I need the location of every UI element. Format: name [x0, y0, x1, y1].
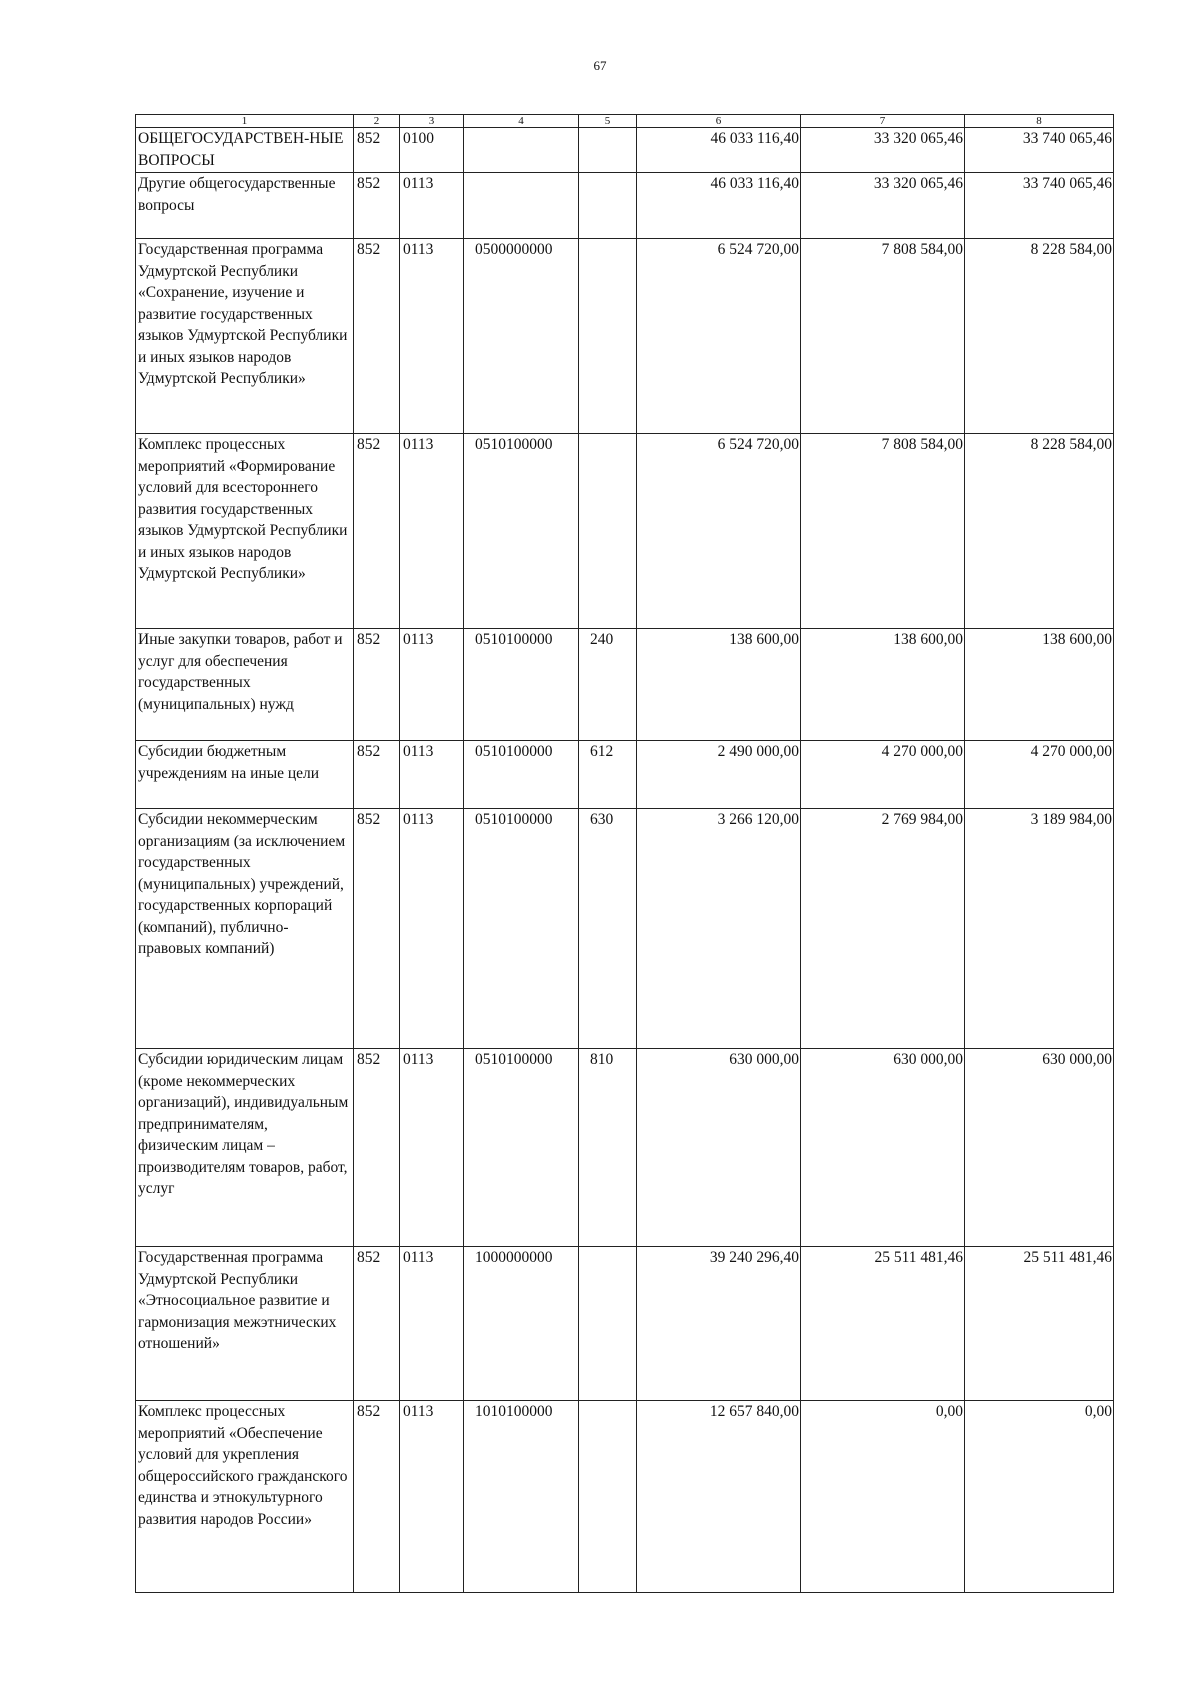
column-number-6: 6 — [637, 115, 801, 128]
row-sum-2: 4 270 000,00 — [801, 741, 965, 809]
row-csr: 0510100000 — [464, 1049, 579, 1247]
row-vr — [579, 1247, 637, 1401]
row-grbs: 852 — [354, 741, 400, 809]
row-razdel: 0113 — [400, 741, 464, 809]
row-name: Другие общегосударственные вопросы — [136, 173, 354, 239]
row-name: Иные закупки товаров, работ и услуг для обеспечения государственных (муниципальных) нужд — [136, 629, 354, 741]
row-sum-1: 39 240 296,40 — [637, 1247, 801, 1401]
table-row — [136, 1401, 1114, 1593]
row-name: Комплекс процессных мероприятий «Формирование условий для всестороннего развития государственных языков Удмуртской Республики и иных языков народов Удмуртской Республики» — [136, 434, 354, 629]
row-razdel: 0113 — [400, 629, 464, 741]
row-sum-1: 12 657 840,00 — [637, 1401, 801, 1593]
row-grbs: 852 — [354, 128, 400, 173]
row-name: Государственная программа Удмуртской Республики «Этносоциальное развитие и гармонизация межэтнических отношений» — [136, 1247, 354, 1401]
row-sum-3: 8 228 584,00 — [965, 239, 1114, 434]
row-grbs: 852 — [354, 629, 400, 741]
row-csr: 0500000000 — [464, 239, 579, 434]
column-number-3: 3 — [400, 115, 464, 128]
row-grbs: 852 — [354, 1247, 400, 1401]
row-sum-3: 8 228 584,00 — [965, 434, 1114, 629]
row-csr — [464, 173, 579, 239]
row-csr: 0510100000 — [464, 629, 579, 741]
table-row — [136, 1049, 1114, 1247]
row-name: Государственная программа Удмуртской Республики «Сохранение, изучение и развитие государственных языков Удмуртской Республики и иных языков народов Удмуртской Республики» — [136, 239, 354, 434]
row-name: Субсидии юридическим лицам (кроме некоммерческих организаций), индивидуальным предпринимателям, физическим лицам – производителям товаров, работ, услуг — [136, 1049, 354, 1247]
row-razdel: 0113 — [400, 239, 464, 434]
row-name: Субсидии некоммерческим организациям (за исключением государственных (муниципальных) учреждений, государственных корпораций (компаний), публично-правовых компаний) — [136, 809, 354, 1049]
row-sum-2: 33 320 065,46 — [801, 173, 965, 239]
column-number-7: 7 — [801, 115, 965, 128]
row-grbs: 852 — [354, 173, 400, 239]
row-csr: 1010100000 — [464, 1401, 579, 1593]
row-grbs: 852 — [354, 434, 400, 629]
column-number-1: 1 — [136, 115, 354, 128]
row-vr — [579, 1401, 637, 1593]
row-grbs: 852 — [354, 1401, 400, 1593]
row-vr — [579, 434, 637, 629]
row-grbs: 852 — [354, 239, 400, 434]
table-row — [136, 809, 1114, 1049]
row-grbs: 852 — [354, 1049, 400, 1247]
row-razdel: 0113 — [400, 173, 464, 239]
table-row — [136, 128, 1114, 173]
row-sum-2: 138 600,00 — [801, 629, 965, 741]
row-sum-1: 138 600,00 — [637, 629, 801, 741]
row-csr: 0510100000 — [464, 434, 579, 629]
row-razdel: 0113 — [400, 434, 464, 629]
row-razdel: 0113 — [400, 1049, 464, 1247]
row-sum-3: 33 740 065,46 — [965, 128, 1114, 173]
column-number-2: 2 — [354, 115, 400, 128]
row-sum-2: 2 769 984,00 — [801, 809, 965, 1049]
row-sum-1: 6 524 720,00 — [637, 434, 801, 629]
row-csr: 1000000000 — [464, 1247, 579, 1401]
table-row — [136, 741, 1114, 809]
row-sum-1: 630 000,00 — [637, 1049, 801, 1247]
row-csr: 0510100000 — [464, 809, 579, 1049]
row-sum-3: 3 189 984,00 — [965, 809, 1114, 1049]
row-sum-1: 6 524 720,00 — [637, 239, 801, 434]
row-name: Комплекс процессных мероприятий «Обеспечение условий для укрепления общероссийского гражданского единства и этнокультурного развития народов России» — [136, 1401, 354, 1593]
row-csr — [464, 128, 579, 173]
row-sum-3: 33 740 065,46 — [965, 173, 1114, 239]
table-row — [136, 173, 1114, 239]
column-number-8: 8 — [965, 115, 1114, 128]
row-sum-3: 138 600,00 — [965, 629, 1114, 741]
budget-table — [135, 114, 1114, 1593]
row-name: ОБЩЕГОСУДАРСТВЕН-НЫЕ ВОПРОСЫ — [136, 128, 354, 173]
table-row — [136, 629, 1114, 741]
table-row — [136, 434, 1114, 629]
row-vr — [579, 173, 637, 239]
row-sum-1: 46 033 116,40 — [637, 128, 801, 173]
row-vr — [579, 128, 637, 173]
row-vr — [579, 239, 637, 434]
row-sum-2: 0,00 — [801, 1401, 965, 1593]
row-sum-2: 630 000,00 — [801, 1049, 965, 1247]
column-number-4: 4 — [464, 115, 579, 128]
row-sum-2: 33 320 065,46 — [801, 128, 965, 173]
row-sum-1: 2 490 000,00 — [637, 741, 801, 809]
row-sum-3: 4 270 000,00 — [965, 741, 1114, 809]
row-sum-3: 0,00 — [965, 1401, 1114, 1593]
row-vr: 810 — [579, 1049, 637, 1247]
row-csr: 0510100000 — [464, 741, 579, 809]
column-number-5: 5 — [579, 115, 637, 128]
table-row — [136, 239, 1114, 434]
row-sum-2: 7 808 584,00 — [801, 434, 965, 629]
row-sum-2: 25 511 481,46 — [801, 1247, 965, 1401]
row-razdel: 0113 — [400, 1247, 464, 1401]
row-sum-3: 630 000,00 — [965, 1049, 1114, 1247]
row-sum-1: 3 266 120,00 — [637, 809, 801, 1049]
row-sum-1: 46 033 116,40 — [637, 173, 801, 239]
row-grbs: 852 — [354, 809, 400, 1049]
row-razdel: 0100 — [400, 128, 464, 173]
column-number-row — [136, 115, 1114, 128]
page-number: 67 — [593, 58, 607, 73]
row-razdel: 0113 — [400, 809, 464, 1049]
row-vr: 240 — [579, 629, 637, 741]
row-name: Субсидии бюджетным учреждениям на иные цели — [136, 741, 354, 809]
table-row — [136, 1247, 1114, 1401]
row-razdel: 0113 — [400, 1401, 464, 1593]
row-vr: 630 — [579, 809, 637, 1049]
row-sum-2: 7 808 584,00 — [801, 239, 965, 434]
row-vr: 612 — [579, 741, 637, 809]
row-sum-3: 25 511 481,46 — [965, 1247, 1114, 1401]
